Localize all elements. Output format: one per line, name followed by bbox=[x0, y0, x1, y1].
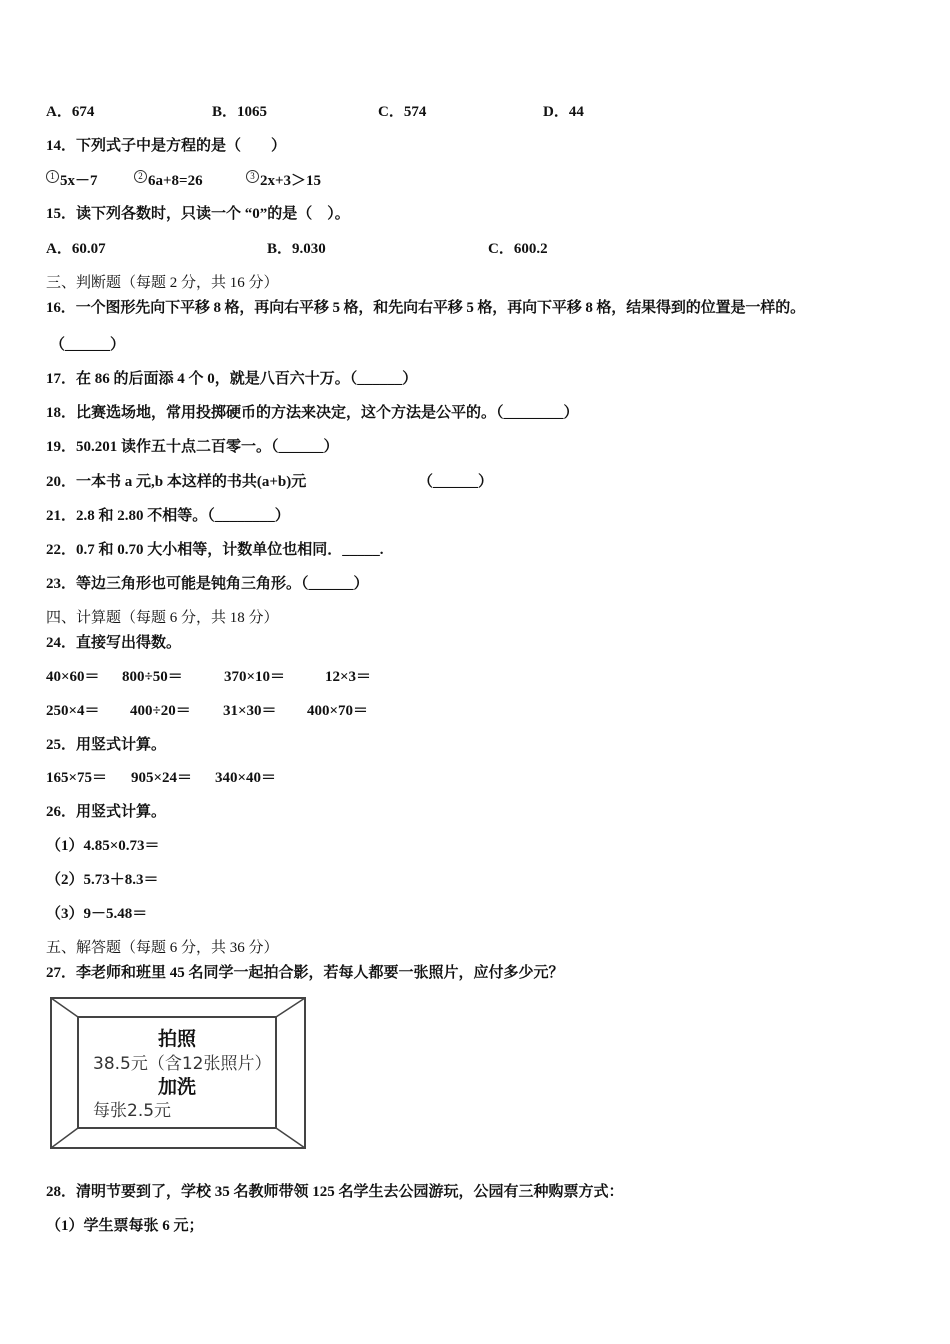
q24-r1-c2: 800÷50＝ bbox=[122, 669, 183, 685]
q16-blank: （______） bbox=[50, 337, 126, 353]
q28-item-1: （1）学生票每张 6 元； bbox=[46, 1218, 204, 1234]
q20-blank: （______） bbox=[418, 474, 494, 490]
sign-title-photo: 拍照 bbox=[158, 1028, 197, 1050]
q19: 19．50.201 读作五十点二百零一。（______） bbox=[46, 439, 339, 455]
q14-option-3 bbox=[246, 170, 321, 191]
q24-r1-c3: 370×10＝ bbox=[224, 669, 286, 685]
q24-r1-c4: 12×3＝ bbox=[325, 669, 372, 685]
q24-r2-c3: 31×30＝ bbox=[223, 703, 277, 719]
q25-c1: 165×75＝ bbox=[46, 770, 108, 786]
q22: 22．0.7 和 0.70 大小相等，计数单位也相同．_____. bbox=[46, 542, 384, 558]
q13-option-a: A．674 bbox=[46, 104, 95, 120]
circled-number-2: 2 bbox=[134, 170, 147, 183]
sign-photo-price: 38.5元（含12张照片） bbox=[93, 1054, 272, 1074]
sign-title-reprint: 加洗 bbox=[158, 1076, 197, 1098]
q28: 28．清明节要到了，学校 35 名教师带领 125 名学生去公园游玩，公园有三种购票方式： bbox=[46, 1184, 624, 1200]
q14-option-2 bbox=[134, 170, 203, 191]
section-5-heading: 五、解答题（每题 6 分，共 36 分） bbox=[46, 940, 279, 956]
circled-number-1: 1 bbox=[46, 170, 59, 183]
q24-r2-c2: 400÷20＝ bbox=[130, 703, 191, 719]
q14-option-2-text: 6a+8=26 bbox=[148, 173, 203, 189]
q17: 17．在 86 的后面添 4 个 0，就是八百六十万。（______） bbox=[46, 371, 418, 387]
price-sign-frame bbox=[50, 997, 306, 1149]
q14-option-3-text: 2x+3＞15 bbox=[260, 173, 322, 189]
q15-option-b: B．9.030 bbox=[267, 241, 326, 257]
section-4-heading: 四、计算题（每题 6 分，共 18 分） bbox=[46, 610, 279, 626]
q16: 16．一个图形先向下平移 8 格，再向右平移 5 格，和先向右平移 5 格，再向下平移 8 格，结果得到的位置是一样的。 bbox=[46, 300, 806, 316]
q27: 27．李老师和班里 45 名同学一起拍合影，若每人都要一张照片，应付多少元？ bbox=[46, 965, 564, 981]
q24: 24．直接写出得数。 bbox=[46, 635, 182, 651]
q26: 26．用竖式计算。 bbox=[46, 804, 167, 820]
q20: 20．一本书 a 元,b 本这样的书共(a+b)元 bbox=[46, 474, 307, 490]
q21: 21．2.8 和 2.80 不相等。（________） bbox=[46, 508, 290, 524]
q26-item-1: （1）4.85×0.73＝ bbox=[46, 838, 160, 854]
q26-item-3: （3）9－5.48＝ bbox=[46, 906, 148, 922]
q13-option-c: C．574 bbox=[378, 104, 427, 120]
q25-c3: 340×40＝ bbox=[215, 770, 277, 786]
sign-reprint-price: 每张2.5元 bbox=[93, 1101, 172, 1121]
q14-stem: 14．下列式子中是方程的是（ ） bbox=[46, 138, 287, 154]
q18: 18．比赛选场地，常用投掷硬币的方法来决定，这个方法是公平的。（________） bbox=[46, 405, 579, 421]
q25: 25．用竖式计算。 bbox=[46, 737, 167, 753]
q14-option-1 bbox=[46, 170, 98, 191]
q25-c2: 905×24＝ bbox=[131, 770, 193, 786]
q24-r2-c4: 400×70＝ bbox=[307, 703, 369, 719]
q14-option-1-text: 5x－7 bbox=[60, 173, 98, 189]
q24-r2-c1: 250×4＝ bbox=[46, 703, 100, 719]
circled-number-3: 3 bbox=[246, 170, 259, 183]
q15-option-c: C．600.2 bbox=[488, 241, 548, 257]
q26-item-2: （2）5.73＋8.3＝ bbox=[46, 872, 159, 888]
q24-r1-c1: 40×60＝ bbox=[46, 669, 100, 685]
q15-stem: 15．读下列各数时，只读一个 “0”的是（ ）。 bbox=[46, 206, 350, 222]
q15-option-a: A．60.07 bbox=[46, 241, 106, 257]
section-3-heading: 三、判断题（每题 2 分，共 16 分） bbox=[46, 275, 279, 291]
q13-option-d: D．44 bbox=[543, 104, 584, 120]
q23: 23．等边三角形也可能是钝角三角形。（______） bbox=[46, 576, 369, 592]
q13-option-b: B．1065 bbox=[212, 104, 268, 120]
